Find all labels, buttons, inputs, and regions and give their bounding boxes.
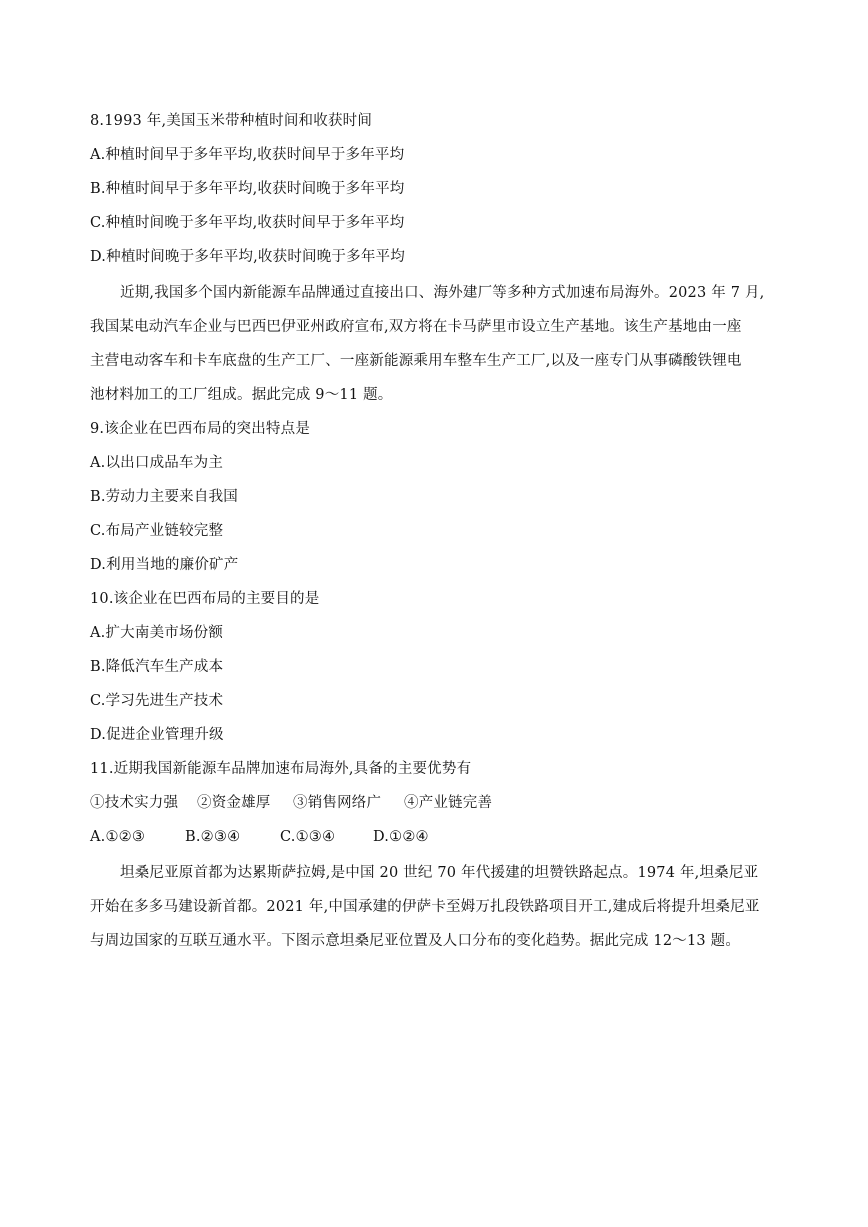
q9-option-c: C.布局产业链较完整 <box>90 523 224 539</box>
q11-options <box>90 827 429 847</box>
q11-item-3: ③销售网络广 <box>293 795 382 811</box>
q11-option-a: A.①②③ <box>90 829 146 845</box>
q9-option-a: A.以出口成品车为主 <box>90 455 224 471</box>
passage1-line-3: 主营电动客车和卡车底盘的生产工厂、一座新能源乘用车整车生产工厂,以及一座专门从事磷酸铁锂电 <box>90 353 742 369</box>
q11-item-1: ①技术实力强 <box>90 795 179 811</box>
q10-option-a: A.扩大南美市场份额 <box>90 625 224 641</box>
q10-option-b: B.降低汽车生产成本 <box>90 659 224 675</box>
q11-option-d: D.①②④ <box>373 829 429 845</box>
q11-item-2: ②资金雄厚 <box>197 795 271 811</box>
q11-option-c: C.①③④ <box>280 829 336 845</box>
q10-option-c: C.学习先进生产技术 <box>90 693 224 709</box>
q11-items <box>90 793 492 813</box>
passage1-line-1: 近期,我国多个国内新能源车品牌通过直接出口、海外建厂等多种方式加速布局海外。2023 年 7 月, <box>120 285 765 301</box>
q8-option-d: D.种植时间晚于多年平均,收获时间晚于多年平均 <box>90 249 405 265</box>
q9-option-d: D.利用当地的廉价矿产 <box>90 557 239 573</box>
q11-option-b: B.②③④ <box>185 829 241 845</box>
passage2-line-1: 坦桑尼亚原首都为达累斯萨拉姆,是中国 20 世纪 70 年代援建的坦赞铁路起点。1974 年,坦桑尼亚 <box>120 865 759 881</box>
q9-stem: 9.该企业在巴西布局的突出特点是 <box>90 421 311 437</box>
q10-stem: 10.该企业在巴西布局的主要目的是 <box>90 591 320 607</box>
q8-option-b: B.种植时间早于多年平均,收获时间晚于多年平均 <box>90 181 405 197</box>
q8-option-c: C.种植时间晚于多年平均,收获时间早于多年平均 <box>90 215 405 231</box>
passage1-line-4: 池材料加工的工厂组成。据此完成 9～11 题。 <box>90 387 393 403</box>
passage2-line-3: 与周边国家的互联互通水平。下图示意坦桑尼亚位置及人口分布的变化趋势。据此完成 12～13 题。 <box>90 933 741 949</box>
q8-option-a: A.种植时间早于多年平均,收获时间早于多年平均 <box>90 147 405 163</box>
q8-stem: 8.1993 年,美国玉米带种植时间和收获时间 <box>90 113 373 129</box>
passage1-line-2: 我国某电动汽车企业与巴西巴伊亚州政府宣布,双方将在卡马萨里市设立生产基地。该生产基地由一座 <box>90 319 742 335</box>
q11-stem: 11.近期我国新能源车品牌加速布局海外,具备的主要优势有 <box>90 761 472 777</box>
q11-item-4: ④产业链完善 <box>404 795 493 811</box>
q9-option-b: B.劳动力主要来自我国 <box>90 489 238 505</box>
q10-option-d: D.促进企业管理升级 <box>90 727 224 743</box>
passage2-line-2: 开始在多多马建设新首都。2021 年,中国承建的伊萨卡至姆万扎段铁路项目开工,建成后将提升坦桑尼亚 <box>90 899 760 915</box>
